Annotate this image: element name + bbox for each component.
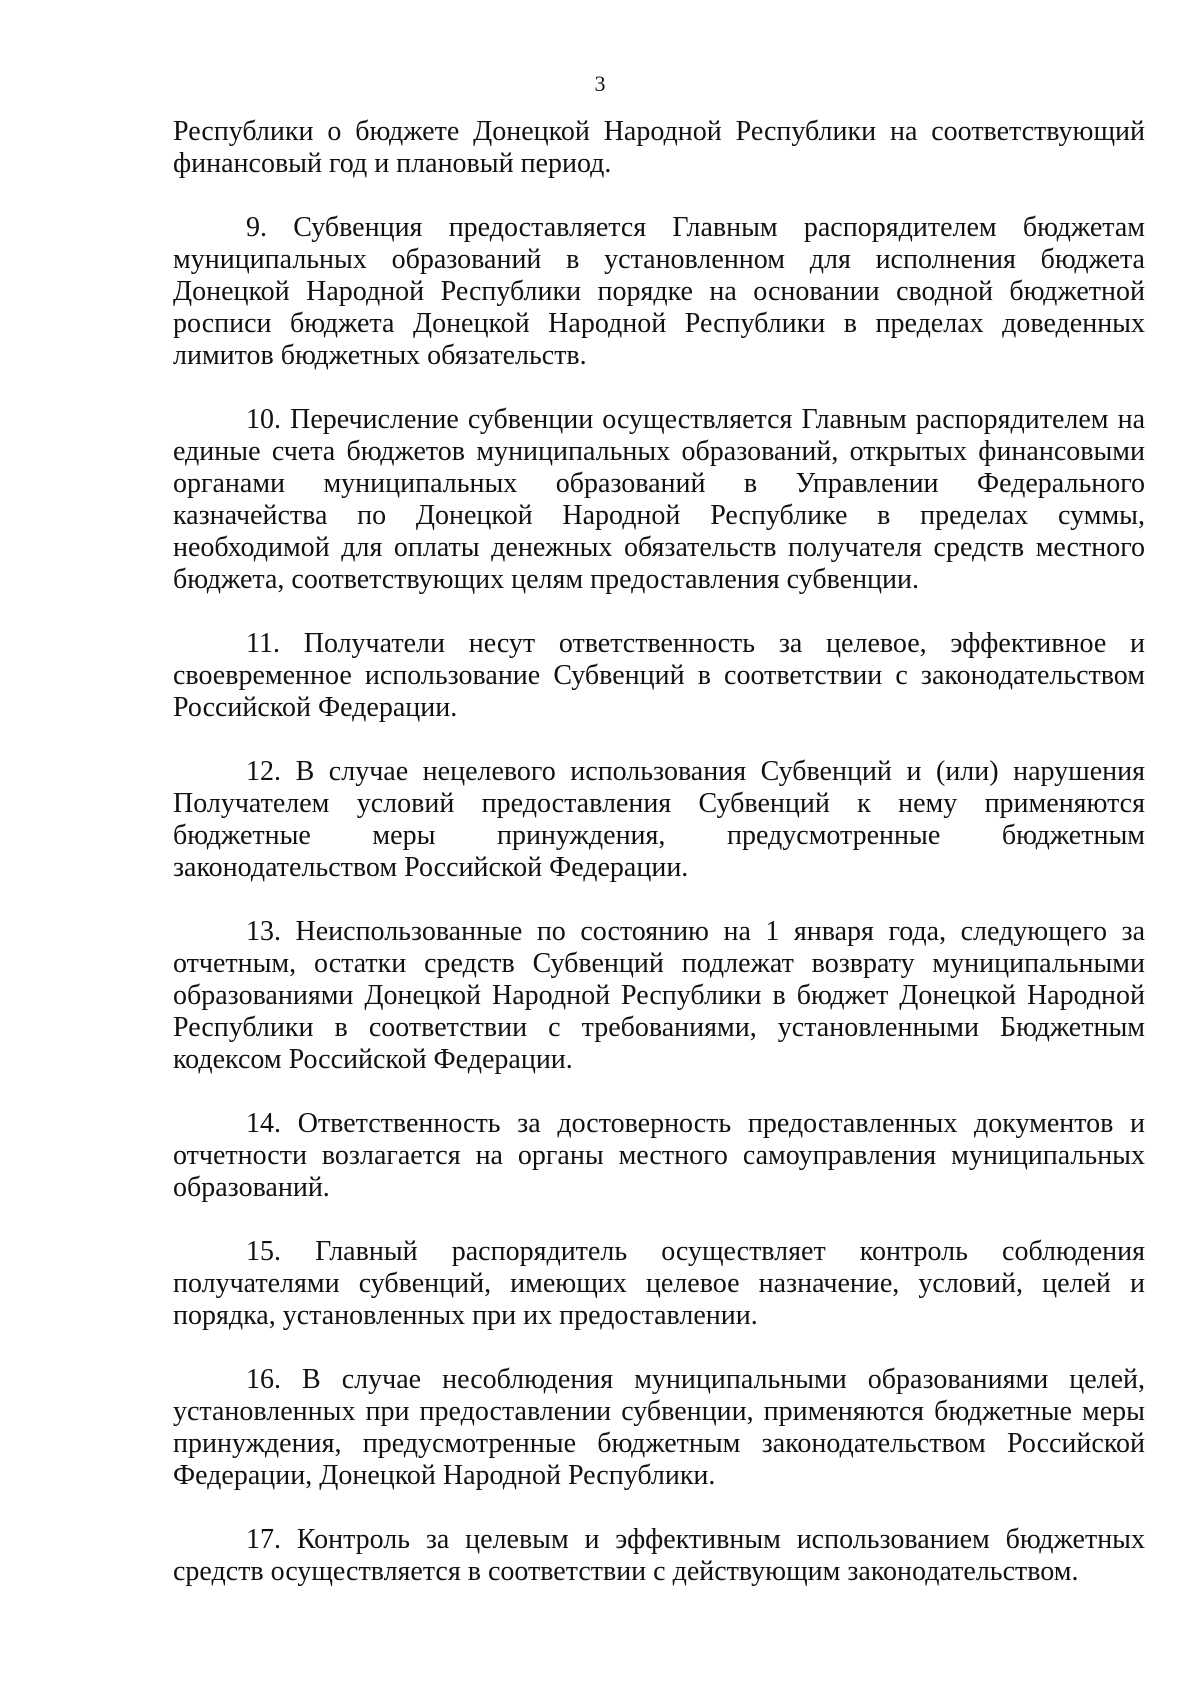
- paragraph-text: Главный распорядитель осуществляет контроль соблюдения получателями субвенций, имеющих целевое назначение, условий, целей и порядка, установленных при их предоставлении.: [173, 1236, 1145, 1331]
- paragraph-text: Контроль за целевым и эффективным использованием бюджетных средств осуществляется в соответствии с действующим законодательством.: [173, 1524, 1145, 1587]
- paragraph-number: 15.: [246, 1236, 281, 1267]
- paragraph-number: 12.: [246, 756, 281, 787]
- paragraph-text: Перечисление субвенции осуществляется Главным распорядителем на единые счета бюджетов муниципальных образований, открытых финансовыми органами муниципальных образований в Управлении Федерального казначейства по Донецкой Народной Республике в пределах суммы, необходимой для оплаты денежных обязательств получателя средств местного бюджета, соответствующих целям предоставления субвенции.: [173, 404, 1146, 595]
- paragraph-12: [173, 756, 1145, 884]
- document-body: [173, 116, 1145, 1620]
- paragraph-text: Получатели несут ответственность за целевое, эффективное и своевременное использование Субвенций в соответствии с законодательством Российской Федерации.: [173, 628, 1146, 723]
- paragraph-text: В случае нецелевого использования Субвенций и (или) нарушения Получателем условий предоставления Субвенций к нему применяются бюджетные меры принуждения, предусмотренные бюджетным законодательством Российской Федерации.: [173, 756, 1146, 883]
- paragraph-text: Ответственность за достоверность предоставленных документов и отчетности возлагается на органы местного самоуправления муниципальных образований.: [173, 1108, 1146, 1203]
- paragraph-number: 13.: [246, 916, 281, 947]
- paragraph-number: 11.: [246, 628, 280, 659]
- paragraph-text: В случае несоблюдения муниципальными образованиями целей, установленных при предоставлении субвенции, применяются бюджетные меры принуждения, предусмотренные бюджетным законодательством Российской Федерации, Донецкой Народной Республики.: [173, 1364, 1146, 1491]
- paragraph-13: [173, 916, 1145, 1076]
- paragraph-number: 16.: [246, 1364, 281, 1395]
- paragraph-17: [173, 1524, 1145, 1588]
- paragraph-16: [173, 1364, 1145, 1492]
- paragraph-11: [173, 628, 1145, 724]
- paragraph-number: 14.: [246, 1108, 281, 1139]
- paragraph-10: [173, 404, 1145, 596]
- paragraph-text: Субвенция предоставляется Главным распорядителем бюджетам муниципальных образований в установленном для исполнения бюджета Донецкой Народной Республики порядке на основании сводной бюджетной росписи бюджета Донецкой Народной Республики в пределах доведенных лимитов бюджетных обязательств.: [173, 212, 1145, 371]
- paragraph-15: [173, 1236, 1145, 1332]
- page-number: 3: [594, 71, 606, 96]
- paragraph-14: [173, 1108, 1145, 1204]
- paragraph-number: 17.: [246, 1524, 281, 1555]
- paragraph-text: Неиспользованные по состоянию на 1 января года, следующего за отчетным, остатки средств Субвенций подлежат возврату муниципальными образованиями Донецкой Народной Республики в бюджет Донецкой Народной Республики в соответствии с требованиями, установленными Бюджетным кодексом Российской Федерации.: [173, 916, 1145, 1075]
- paragraph-number: 9.: [246, 212, 267, 243]
- paragraph-9: [173, 212, 1145, 372]
- continuation-paragraph: Республики о бюджете Донецкой Народной Республики на соответствующий финансовый год и плановый период.: [173, 116, 1145, 179]
- paragraph-number: 10.: [246, 404, 281, 435]
